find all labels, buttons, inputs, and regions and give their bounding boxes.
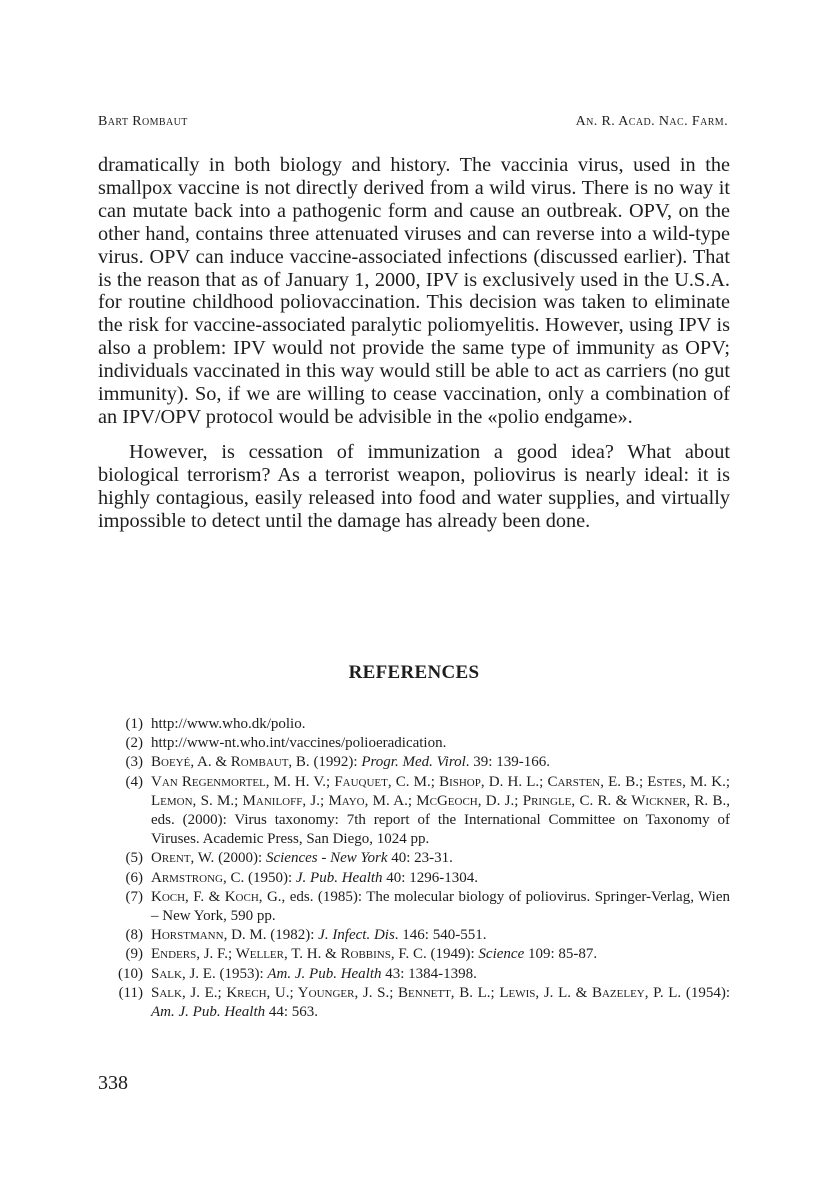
reference-details: (1954): [681,984,730,1001]
page-number: 338 [98,1072,128,1094]
references-heading: REFERENCES [348,662,480,683]
reference-authors: Enders, J. F.; Weller, T. H. & Robbins, F. C. [151,946,427,963]
reference-number: (10) [118,965,143,982]
reference-details: eds. (2000): Virus taxonomy: 7th report of the International Committee on Taxonomy of Viruses. Academic Press, San Diego, 1024 pp. [151,812,730,848]
reference-details: (2000): [214,850,266,867]
reference-number: (2) [125,735,143,752]
reference-item [98,869,730,888]
reference-authors: Armstrong, C. [151,869,245,886]
reference-details: (1953): [215,965,268,982]
reference-journal: Science [478,946,525,963]
reference-text [143,965,730,984]
reference-authors: Boeyé, A. & Rombaut, B. [151,754,310,771]
reference-volume-pages: 43: 1384-1398. [381,965,477,982]
body-paragraph-2: However, is cessation of immunization a good idea? What about biological terrorism? As a terrorist weapon, poliovirus is nearly ideal: it is highly contagious, easily released into food and water supplies, and virtually impossible to detect until the damage has already been done. [98,440,730,532]
reference-authors: Salk, J. E.; Krech, U.; Younger, J. S.; Bennett, B. L.; Lewis, J. L. & Bazeley, P. L. [151,984,682,1001]
reference-journal: Sciences - New York [265,850,388,867]
reference-item [98,753,730,772]
reference-details: (1992): [309,754,362,771]
reference-journal: J. Pub. Health [295,869,383,886]
reference-text [143,734,730,753]
reference-authors: Van Regenmortel, M. H. V.; Fauquet, C. M.; Bishop, D. H. L.; Carsten, E. B.; Estes, M. K.; Lemon, S. M.; Maniloff, J.; Mayo, M. A.; McGeoch, D. J.; Pringle, C. R. & Wickner, R. B., [151,773,730,809]
reference-text [143,753,730,772]
reference-details: eds. (1985): The molecular biology of poliovirus. Springer-Verlag, Wien – New York, 590 pp. [151,888,730,925]
reference-item [98,773,730,850]
body-paragraph-1: dramatically in both biology and history. The vaccinia virus, used in the smallpox vaccine is not directly derived from a wild virus. There is no way it can mutate back into a pathogenic form and cause an outbreak. OPV, on the other hand, contains three attenuated viruses and can reverse into a wild-type virus. OPV can induce vaccine-associated infections (discussed earlier). That is the reason that as of January 1, 2000, IPV is exclusively used in the U.S.A. for routine childhood poliovaccination. This decision was taken to eliminate the risk for vaccine-associated paralytic poliomyelitis. However, using IPV is also a problem: IPV would not provide the same type of immunity as OPV; individuals vaccinated in this way would still be able to act as carriers (no gut immunity). So, if we are willing to cease vaccination, only a combination of an IPV/OPV protocol would be advisible in the «polio endgame». [98,154,730,428]
header-journal: An. R. Acad. Nac. Farm. [575,114,728,129]
reference-details: (1982): [266,927,319,944]
reference-number: (1) [125,716,143,732]
reference-text [143,849,730,868]
reference-number: (4) [125,773,143,790]
reference-text [143,984,730,1022]
reference-details: (1950): [244,869,296,886]
reference-item [98,926,730,945]
reference-item [98,715,730,734]
reference-number: (6) [125,869,143,886]
reference-details: http://www-nt.who.int/vaccines/polioeradication. [151,735,447,752]
reference-item [98,888,730,926]
running-head [98,114,728,130]
reference-text [143,773,730,850]
reference-text [143,888,730,926]
reference-text [143,869,730,888]
reference-journal: Am. J. Pub. Health [151,1004,266,1021]
reference-item [98,734,730,753]
reference-item [98,945,730,964]
reference-number: (8) [125,927,143,944]
body-text [98,154,730,533]
reference-details: http://www.who.dk/polio. [151,716,306,732]
reference-text [143,715,730,734]
reference-volume-pages: 109: 85-87. [524,946,598,963]
reference-item [98,984,730,1022]
reference-volume-pages: 44: 563. [265,1004,319,1021]
reference-authors: Koch, F. & Koch, G., [151,888,286,905]
header-author: Bart Rombaut [98,114,188,129]
reference-number: (7) [125,888,143,905]
reference-volume-pages: 40: 23-31. [387,850,453,867]
reference-item [98,965,730,984]
reference-text [143,926,730,945]
reference-item [98,849,730,868]
references-list [98,715,730,1022]
reference-volume-pages: . 146: 540-551. [394,927,487,944]
reference-journal: Progr. Med. Virol [361,754,466,771]
reference-authors: Orent, W. [151,850,215,867]
reference-number: (3) [125,754,143,771]
reference-volume-pages: 40: 1296-1304. [382,869,478,886]
reference-number: (11) [118,984,143,1001]
reference-number: (9) [125,946,143,963]
reference-text [143,945,730,964]
reference-number: (5) [125,850,143,867]
reference-journal: J. Infect. Dis [318,927,395,944]
reference-journal: Am. J. Pub. Health [267,965,382,982]
reference-details: (1949): [426,946,479,963]
reference-volume-pages: . 39: 139-166. [465,754,550,771]
reference-authors: Horstmann, D. M. [151,927,267,944]
reference-authors: Salk, J. E. [151,965,216,982]
